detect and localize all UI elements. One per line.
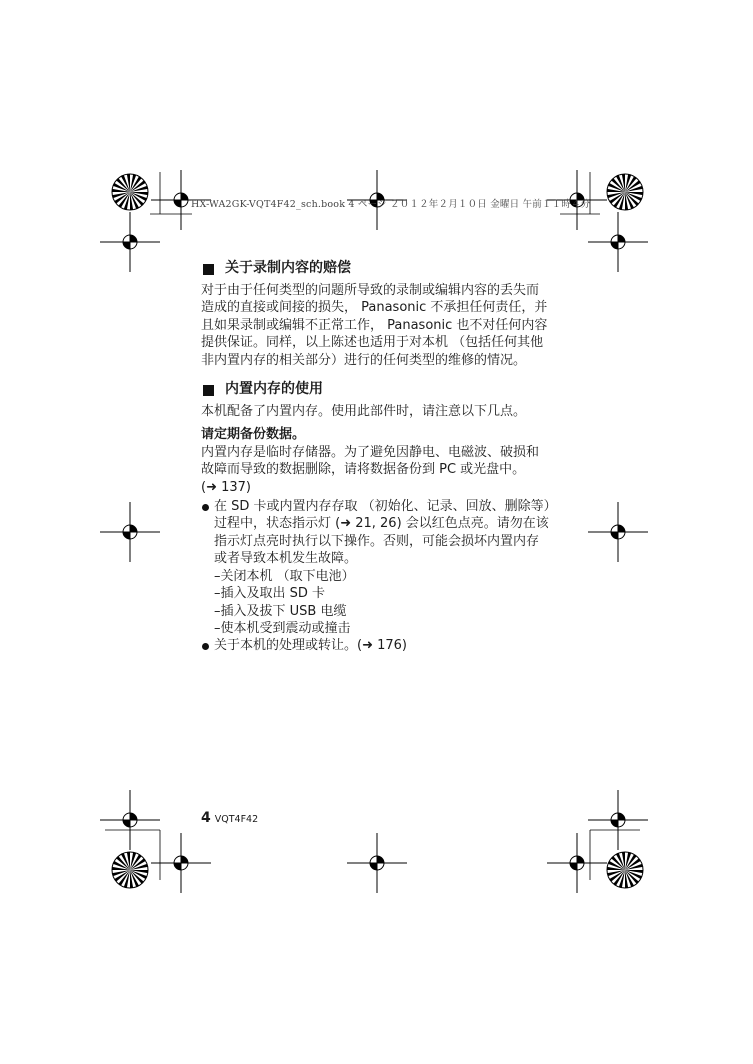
square-bullet-icon <box>203 264 214 275</box>
text-line: 对于由于任何类型的问题所导致的录制或编辑内容的丢失而 <box>201 283 540 298</box>
page-number: 4 <box>201 810 211 826</box>
text-line: 在 SD 卡或内置内存存取 （初始化、记录、回放、删除等） <box>214 499 557 515</box>
text-line: 提供保证。同样，以上陈述也适用于对本机 （包括任何其他 <box>201 335 544 351</box>
text-line: 内置内存是临时存储器。为了避免因静电、电磁波、破损和 <box>201 444 540 460</box>
square-bullet-icon <box>203 385 214 396</box>
paragraph <box>201 444 561 496</box>
bullet-list <box>201 498 561 655</box>
list-item <box>201 637 561 654</box>
sub-list-item: –插入及拔下 USB 电缆 <box>214 603 347 619</box>
text-line: 或者导致本机发生故障。 <box>214 551 358 567</box>
print-header: HX-WA2GK-VQT4F42_sch.book 4 ページ ２０１２年２月１０日 金曜日 午前１１時４分 <box>191 199 591 210</box>
bullet-dot-icon <box>202 643 209 650</box>
paragraph <box>201 282 561 369</box>
manual-page <box>201 258 561 655</box>
sub-list-item: –插入及取出 SD 卡 <box>214 586 326 602</box>
sub-list-item: –关闭本机 （取下电池） <box>214 568 355 584</box>
section-heading <box>201 258 561 280</box>
list-item <box>201 498 561 637</box>
text-line: 关于本机的处理或转让。(➜ 176) <box>214 638 407 654</box>
intro-text: 本机配备了内置内存。使用此部件时，请注意以下几点。 <box>201 404 527 420</box>
text-line: 指示灯点亮时执行以下操作。否则，可能会损坏内置内存 <box>214 533 540 549</box>
section-heading <box>201 379 561 401</box>
text-line: 过程中，状态指示灯 (➜ 21, 26) 会以红色点亮。请勿在该 <box>214 516 549 532</box>
bullet-dot-icon <box>202 504 209 511</box>
page-footer <box>201 810 258 826</box>
subheading: 请定期备份数据。 <box>201 427 306 443</box>
text-line: 非内置内存的相关部分）进行的任何类型的维修的情况。 <box>201 352 527 368</box>
section-title: 内置内存的使用 <box>225 381 323 398</box>
doc-code: VQT4F42 <box>214 814 259 825</box>
sub-list <box>214 568 561 638</box>
text-line: 故障而导致的数据删除，请将数据备份到 PC 或光盘中。 <box>201 462 526 478</box>
text-line: 造成的直接或间接的损失， Panasonic 不承担任何责任，并 <box>201 300 548 316</box>
text-line: (➜ 137) <box>201 479 251 495</box>
section-title: 关于录制内容的赔偿 <box>225 260 351 277</box>
text-line: 且如果录制或编辑不正常工作， Panasonic 也不对任何内容 <box>201 317 548 333</box>
sub-list-item: –使本机受到震动或撞击 <box>214 620 351 636</box>
